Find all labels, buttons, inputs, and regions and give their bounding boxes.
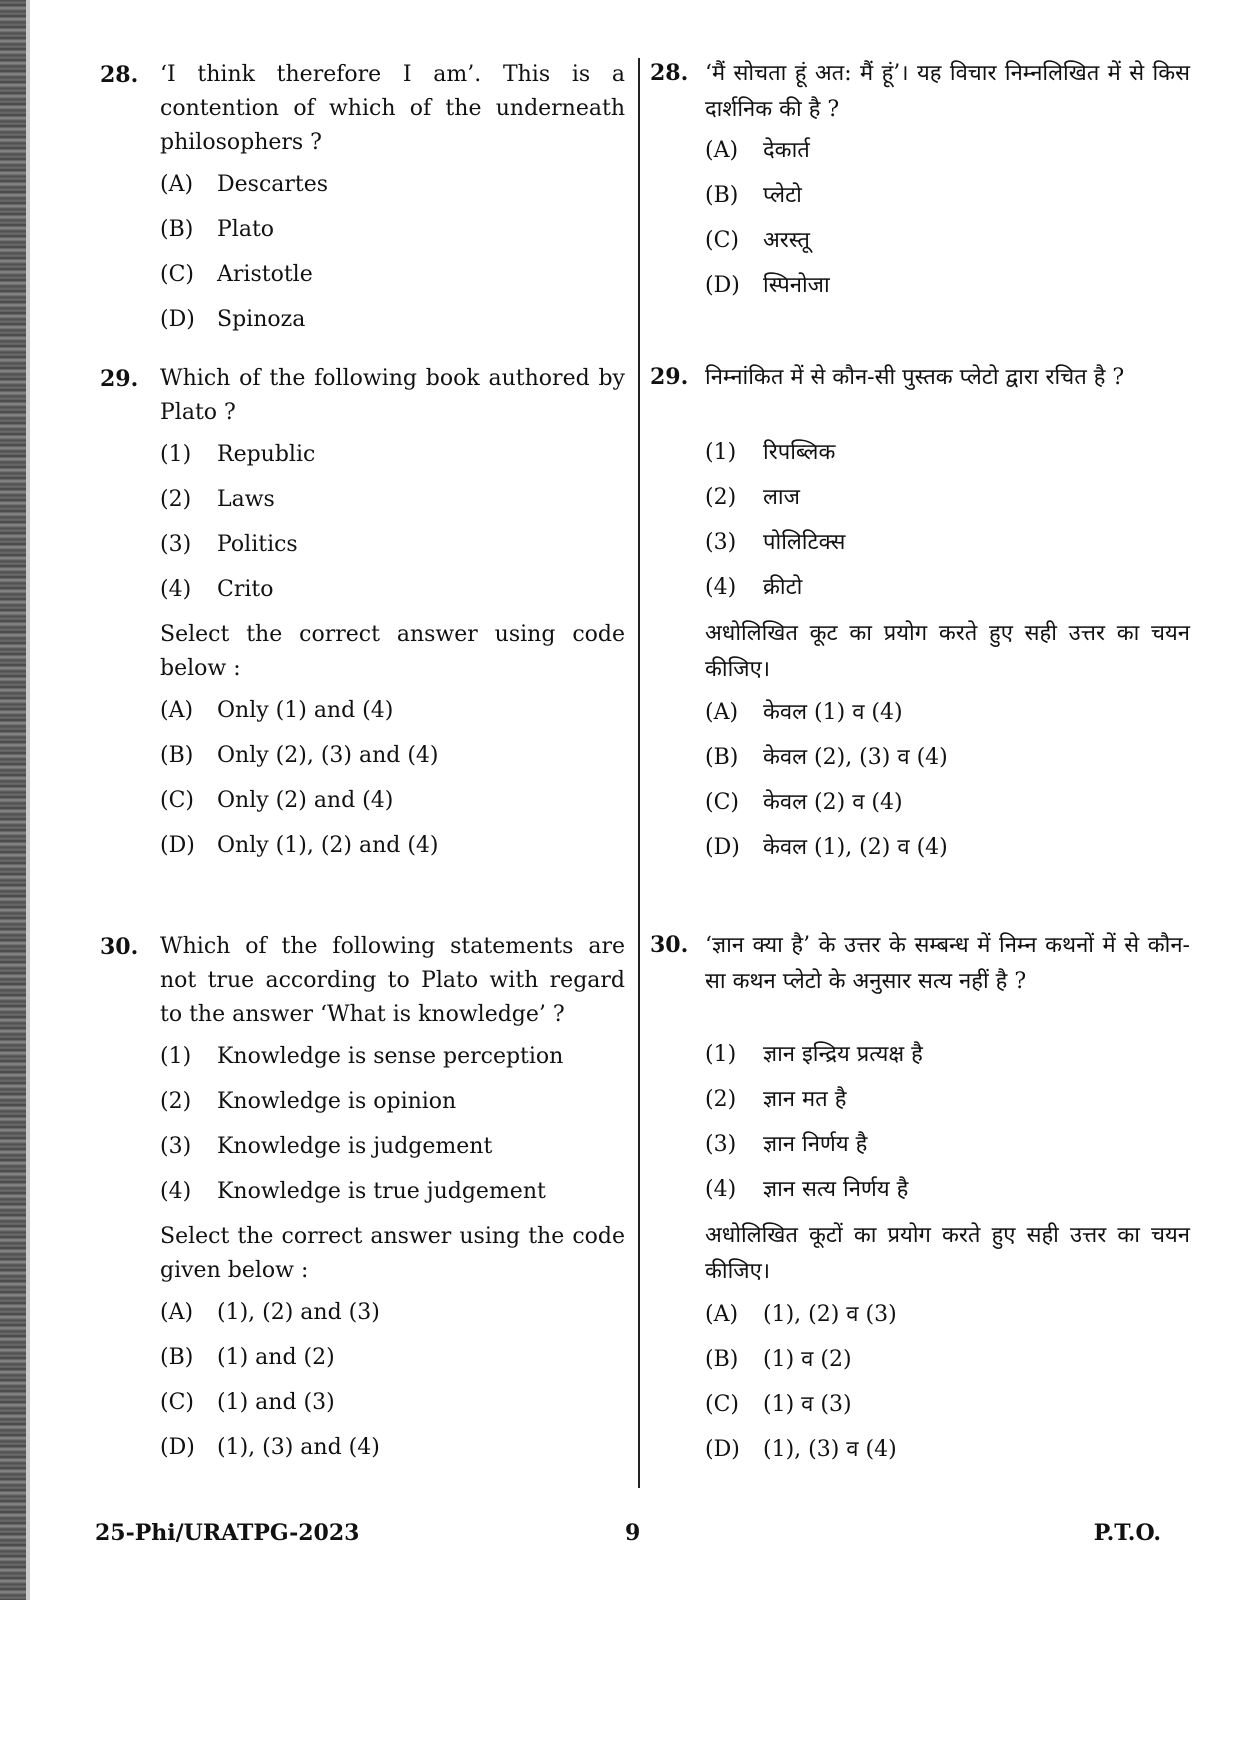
question-text: ‘मैं सोचता हूं अत: मैं हूं’। यह विचार निम्नलिखित में से किस दार्शनिक की है ? <box>705 61 1190 122</box>
item-text: Laws <box>217 487 275 512</box>
option-c <box>705 224 1190 269</box>
item-label: (3) <box>705 1132 737 1157</box>
item-2 <box>705 481 1190 526</box>
item-label: (3) <box>705 530 737 555</box>
item-label: (2) <box>705 485 737 510</box>
option-text: (1) and (2) <box>217 1345 335 1370</box>
item-3 <box>160 528 625 573</box>
option-label: (D) <box>705 273 740 298</box>
item-2 <box>160 1085 625 1130</box>
option-b <box>160 1341 625 1386</box>
option-text: (1), (2) व (3) <box>763 1302 897 1327</box>
option-b <box>705 179 1190 224</box>
item-label: (3) <box>160 532 192 557</box>
question-number: 28. <box>650 60 689 86</box>
question-28-hi <box>650 56 1190 314</box>
item-label: (4) <box>160 577 192 602</box>
item-text: ज्ञान सत्य निर्णय है <box>763 1177 909 1202</box>
option-label: (B) <box>705 745 739 770</box>
question-text: ‘ज्ञान क्या है’ के उत्तर के सम्बन्ध में निम्न कथनों में से कौन-सा कथन प्लेटो के अनुसार सत्य नहीं है ? <box>705 933 1190 994</box>
option-text: अरस्तू <box>763 228 810 253</box>
option-d <box>705 1433 1190 1478</box>
option-label: (A) <box>705 1302 739 1327</box>
item-3 <box>705 526 1190 571</box>
item-text: लाज <box>763 485 800 510</box>
item-text: Knowledge is judgement <box>217 1134 493 1159</box>
item-2 <box>160 483 625 528</box>
option-text: स्पिनोजा <box>763 273 830 298</box>
option-text: Aristotle <box>217 262 313 287</box>
please-turn-over: P.T.O. <box>1093 1520 1161 1546</box>
option-label: (A) <box>705 700 739 725</box>
option-d <box>705 831 1190 876</box>
item-label: (1) <box>705 440 737 465</box>
option-label: (B) <box>160 743 194 768</box>
item-text: ज्ञान मत है <box>763 1087 847 1112</box>
item-1 <box>160 438 625 483</box>
option-text: केवल (2), (3) व (4) <box>763 745 948 770</box>
option-b <box>705 1343 1190 1388</box>
question-29-hi <box>650 360 1190 876</box>
option-text: Spinoza <box>217 307 306 332</box>
item-text: Knowledge is true judgement <box>217 1179 546 1204</box>
item-1 <box>705 1038 1190 1083</box>
option-text: (1), (2) and (3) <box>217 1300 380 1325</box>
option-d <box>160 303 625 348</box>
option-label: (C) <box>705 790 739 815</box>
question-30-hi <box>650 928 1190 1478</box>
option-label: (D) <box>160 1435 195 1460</box>
item-4 <box>160 1175 625 1220</box>
answer-instruction: अधोलिखित कूट का प्रयोग करते हुए सही उत्तर का चयन कीजिए। <box>705 621 1190 682</box>
answer-instruction: अधोलिखित कूटों का प्रयोग करते हुए सही उत्तर का चयन कीजिए। <box>705 1223 1190 1284</box>
question-30-en <box>95 930 625 1476</box>
item-4 <box>705 571 1190 616</box>
question-number: 28. <box>100 62 139 88</box>
item-label: (4) <box>705 575 737 600</box>
question-text: निम्नांकित में से कौन-सी पुस्तक प्लेटो द्वारा रचित है ? <box>705 365 1125 390</box>
option-text: (1), (3) and (4) <box>217 1435 380 1460</box>
item-text: क्रीटो <box>763 575 803 600</box>
option-text: (1) व (3) <box>763 1392 852 1417</box>
option-d <box>705 269 1190 314</box>
option-c <box>160 1386 625 1431</box>
item-4 <box>705 1173 1190 1218</box>
question-text: Which of the following statements are not true according to Plato with regard to the answer ‘What is knowledge’ ? <box>160 934 625 1027</box>
option-label: (D) <box>705 1437 740 1462</box>
item-label: (2) <box>160 487 192 512</box>
item-text: Knowledge is opinion <box>217 1089 457 1114</box>
option-label: (D) <box>160 833 195 858</box>
answer-instruction: Select the correct answer using the code given below : <box>160 1224 625 1283</box>
item-label: (3) <box>160 1134 192 1159</box>
option-text: Descartes <box>217 172 329 197</box>
option-label: (C) <box>160 262 194 287</box>
option-text: Only (2) and (4) <box>217 788 394 813</box>
option-d <box>160 829 625 874</box>
item-text: ज्ञान इन्द्रिय प्रत्यक्ष है <box>763 1042 923 1067</box>
option-text: Only (1), (2) and (4) <box>217 833 439 858</box>
item-text: पोलिटिक्स <box>763 530 846 555</box>
item-label: (4) <box>705 1177 737 1202</box>
item-3 <box>160 1130 625 1175</box>
item-text: ज्ञान निर्णय है <box>763 1132 868 1157</box>
option-a <box>160 694 625 739</box>
option-text: Only (1) and (4) <box>217 698 394 723</box>
option-label: (B) <box>160 217 194 242</box>
scan-edge-shadow <box>0 0 26 1600</box>
column-divider <box>638 58 640 1488</box>
option-label: (C) <box>160 1390 194 1415</box>
option-d <box>160 1431 625 1476</box>
item-4 <box>160 573 625 618</box>
item-2 <box>705 1083 1190 1128</box>
item-label: (2) <box>705 1087 737 1112</box>
option-text: (1) व (2) <box>763 1347 852 1372</box>
option-text: केवल (1) व (4) <box>763 700 903 725</box>
option-label: (C) <box>705 1392 739 1417</box>
item-label: (4) <box>160 1179 192 1204</box>
question-number: 30. <box>100 934 139 960</box>
option-c <box>705 1388 1190 1433</box>
option-b <box>160 739 625 784</box>
option-a <box>160 168 625 213</box>
option-text: Only (2), (3) and (4) <box>217 743 439 768</box>
option-label: (A) <box>160 172 194 197</box>
option-label: (B) <box>705 1347 739 1372</box>
option-c <box>160 258 625 303</box>
option-label: (C) <box>160 788 194 813</box>
answer-instruction: Select the correct answer using code below : <box>160 622 625 681</box>
option-label: (A) <box>160 1300 194 1325</box>
option-text: देकार्त <box>763 138 810 163</box>
option-c <box>705 786 1190 831</box>
question-number: 30. <box>650 932 689 958</box>
item-label: (1) <box>160 1044 192 1069</box>
option-text: Plato <box>217 217 275 242</box>
option-text: प्लेटो <box>763 183 802 208</box>
item-text: रिपब्लिक <box>763 440 836 465</box>
item-3 <box>705 1128 1190 1173</box>
paper-code: 25-Phi/URATPG-2023 <box>95 1520 360 1546</box>
option-text: केवल (2) व (4) <box>763 790 903 815</box>
option-label: (B) <box>160 1345 194 1370</box>
option-b <box>705 741 1190 786</box>
option-text: केवल (1), (2) व (4) <box>763 835 948 860</box>
question-number: 29. <box>100 366 139 392</box>
question-29-en <box>95 362 625 874</box>
item-label: (1) <box>705 1042 737 1067</box>
option-a <box>705 1298 1190 1343</box>
option-a <box>705 134 1190 179</box>
option-label: (D) <box>705 835 740 860</box>
item-label: (1) <box>160 442 192 467</box>
scan-edge-line <box>26 0 30 1600</box>
option-c <box>160 784 625 829</box>
option-text: (1), (3) व (4) <box>763 1437 897 1462</box>
option-label: (C) <box>705 228 739 253</box>
item-label: (2) <box>160 1089 192 1114</box>
question-text: ‘I think therefore I am’. This is a contention of which of the underneath philosophers ? <box>160 62 625 155</box>
option-label: (A) <box>705 138 739 163</box>
question-number: 29. <box>650 364 689 390</box>
item-text: Republic <box>217 442 316 467</box>
item-text: Knowledge is sense perception <box>217 1044 564 1069</box>
item-text: Politics <box>217 532 298 557</box>
question-text: Which of the following book authored by Plato ? <box>160 366 625 425</box>
option-a <box>705 696 1190 741</box>
item-1 <box>705 436 1190 481</box>
option-label: (D) <box>160 307 195 332</box>
option-label: (B) <box>705 183 739 208</box>
item-1 <box>160 1040 625 1085</box>
option-text: (1) and (3) <box>217 1390 335 1415</box>
option-label: (A) <box>160 698 194 723</box>
page-number: 9 <box>625 1520 641 1546</box>
option-b <box>160 213 625 258</box>
item-text: Crito <box>217 577 274 602</box>
option-a <box>160 1296 625 1341</box>
question-28-en <box>95 58 625 348</box>
